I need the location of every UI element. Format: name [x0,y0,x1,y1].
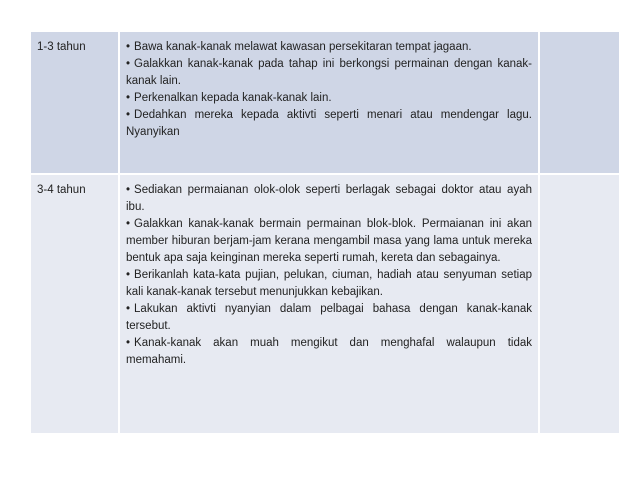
age-cell [31,32,118,173]
list-item: • Dedahkan mereka kepada aktivti seperti menari atau mendengar lagu. Nyanyikan [126,107,532,141]
list-item: • Galakkan kanak-kanak bermain permainan blok-blok. Permaianan ini akan member hiburan berjam-jam kerana mengambil masa yang lama untuk mereka bentuk apa saja keinginan mereka seperti rumah, kereta dan sebagainya. [126,216,532,267]
activities-cell [120,32,538,173]
empty-cell [540,175,619,433]
activity-list [126,182,532,369]
empty-cell [540,32,619,173]
list-item: • Galakkan kanak-kanak pada tahap ini berkongsi permainan dengan kanak-kanak lain. [126,56,532,90]
activity-table [31,32,619,433]
age-cell [31,175,118,433]
list-item: • Berikanlah kata-kata pujian, pelukan, ciuman, hadiah atau senyuman setiap kali kanak-kanak tersebut menunjukkan kebajikan. [126,267,532,301]
activity-list [126,39,532,141]
table-row [31,32,619,173]
list-item: • Lakukan aktivti nyanyian dalam pelbagai bahasa dengan kanak-kanak tersebut. [126,301,532,335]
list-item: • Kanak-kanak akan muah mengikut dan menghafal walaupun tidak memahami. [126,335,532,369]
list-item: • Perkenalkan kepada kanak-kanak lain. [126,90,532,107]
table-row [31,175,619,433]
list-item: • Sediakan permaianan olok-olok seperti berlagak sebagai doktor atau ayah ibu. [126,182,532,216]
age-label: 1-3 tahun [37,41,86,53]
list-item: • Bawa kanak-kanak melawat kawasan persekitaran tempat jagaan. [126,39,532,56]
age-label: 3-4 tahun [37,184,86,196]
activities-cell [120,175,538,433]
